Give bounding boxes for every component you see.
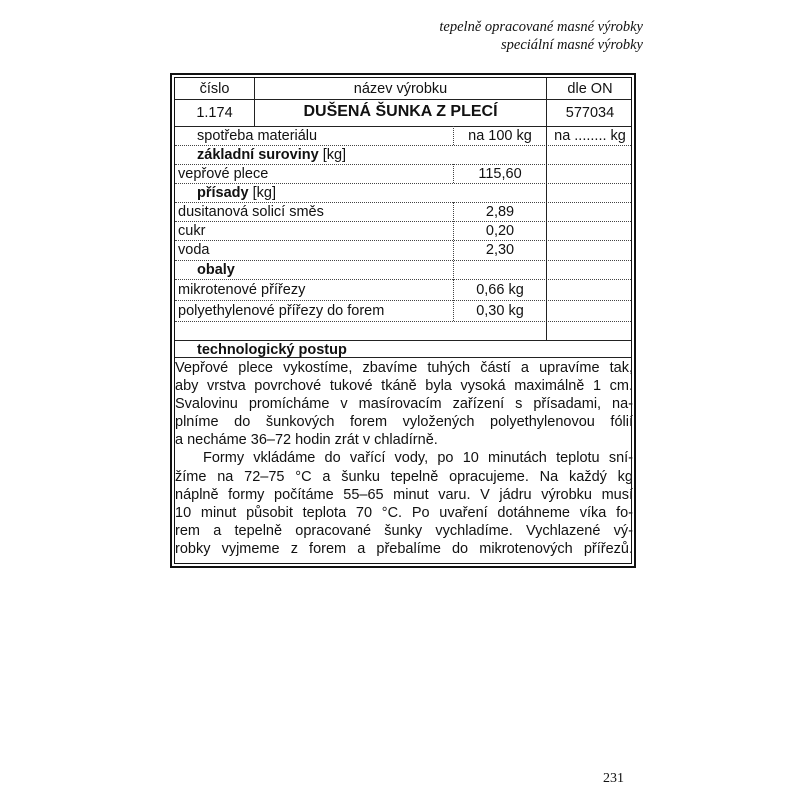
ingredient-amount: 0,66 kg xyxy=(476,282,524,298)
ingredient-amount: 0,20 xyxy=(485,223,515,239)
section-obaly: obaly xyxy=(197,262,235,278)
recipe-card xyxy=(170,73,636,568)
procedure-line: náplně formy počítáme 55–65 minut varu. V jádru výrobku musí xyxy=(175,486,633,503)
ingredient-name: polyethylenové přířezy do forem xyxy=(178,303,385,319)
ingredient-amount: 0,30 kg xyxy=(476,303,524,319)
procedure-line: aby vrstva povrchové tukové tkáně byla vysoká maximálně 1 cm. xyxy=(175,378,633,395)
section-zakladni-suroviny: základní suroviny [kg] xyxy=(197,147,347,163)
col-header-dle-on: dle ON xyxy=(567,81,613,97)
col-header-na-kg: na ........ kg xyxy=(554,128,626,144)
ingredient-amount: 2,30 xyxy=(485,242,515,258)
ingredient-name: dusitanová solicí směs xyxy=(178,204,324,220)
product-number: 1.174 xyxy=(196,105,233,121)
product-name: DUŠENÁ ŠUNKA Z PLECÍ xyxy=(303,103,498,120)
page-number: 231 xyxy=(603,771,624,786)
ingredient-amount: 2,89 xyxy=(485,204,515,220)
ingredient-name: vepřové plece xyxy=(178,166,269,182)
ingredient-name: voda xyxy=(178,242,210,258)
ingredient-amount: 115,60 xyxy=(478,166,522,182)
ingredient-name: cukr xyxy=(178,223,206,239)
ingredient-name: mikrotenové přířezy xyxy=(178,282,306,298)
procedure-title: technologický postup xyxy=(197,342,347,358)
procedure-line: Vepřové plece vykostíme, zbavíme tuhých částí a upravíme tak, xyxy=(175,360,633,376)
procedure-line: a necháme 36–72 hodin zrát v chladírně. xyxy=(175,432,438,449)
procedure-line: žíme na 72–75 °C a šunku tepelně opracujeme. Na každý kg xyxy=(175,468,633,485)
procedure-line: Svalovinu promícháme v masírovacím zařízení s přísadami, na- xyxy=(175,396,633,413)
col-header-cislo: číslo xyxy=(199,81,230,97)
procedure-line: rem a tepelně opracované šunky vychladíme. Vychlazené vý- xyxy=(175,522,633,539)
procedure-line: plníme do šunkových forem vyložených polyethylenovou fólií xyxy=(175,414,633,431)
section-prisady: přísady [kg] xyxy=(197,185,276,201)
procedure-text xyxy=(175,359,633,558)
recipe-table xyxy=(174,77,632,564)
col-header-na-100: na 100 kg xyxy=(468,128,532,144)
on-code: 577034 xyxy=(565,105,615,121)
procedure-line: robky vyjmeme z forem a přebalíme do mikrotenových přířezů. xyxy=(175,540,633,557)
header-line-2: speciální masné výrobky xyxy=(501,37,643,53)
col-header-nazev: název výrobku xyxy=(353,81,448,97)
procedure-line: Formy vkládáme do vařící vody, po 10 minutách teplotu sní- xyxy=(203,450,633,467)
procedure-line: 10 minut působit teplota 70 °C. Po uvaření dotáhneme víka fo- xyxy=(175,504,633,521)
spotreba-label: spotřeba materiálu xyxy=(197,128,318,144)
running-header xyxy=(439,18,643,54)
header-line-1: tepelně opracované masné výrobky xyxy=(439,19,643,35)
